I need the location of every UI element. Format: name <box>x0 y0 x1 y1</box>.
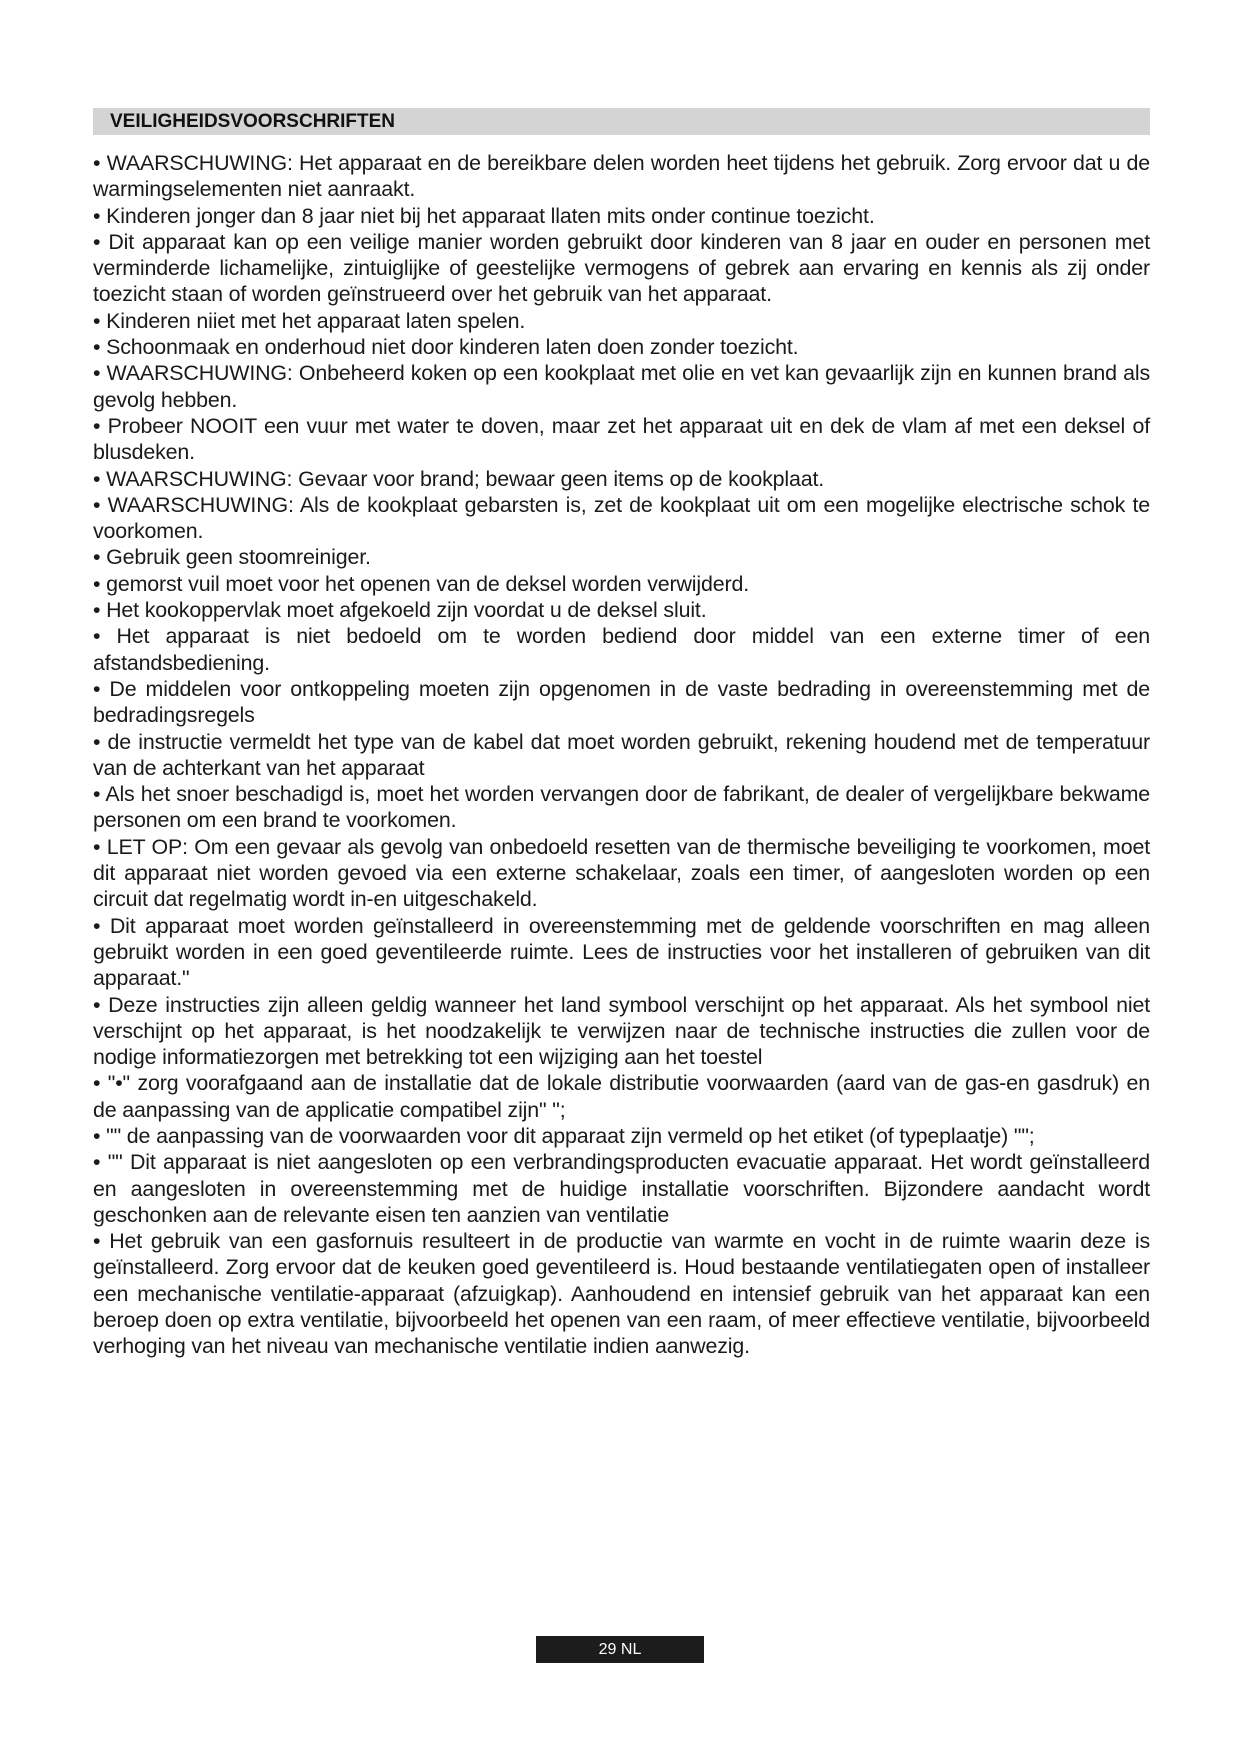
paragraph: • Het kookoppervlak moet afgekoeld zijn voordat u de deksel sluit. <box>93 598 707 623</box>
paragraph: • gemorst vuil moet voor het openen van de deksel worden verwijderd. <box>93 571 750 596</box>
paragraph: • Dit apparaat kan op een veilige manier worden gebruikt door kinderen van 8 jaar en ouder en personen met verminderde lichamelijke, zintuiglijke of geestelijke vermogens of gebrek aan ervaring en kennis als zij onder toezicht staan of worden geïnstrueerd over het gebruik van het apparaat. <box>93 229 1150 307</box>
paragraph: • Schoonmaak en onderhoud niet door kinderen laten doen zonder toezicht. <box>93 335 799 360</box>
section-title: VEILIGHEIDSVOORSCHRIFTEN <box>93 108 1150 135</box>
paragraph: • "" Dit apparaat is niet aangesloten op een verbrandingsproducten evacuatie apparaat. Het wordt geïnstalleerd en aangesloten in overeenstemming met de huidige installatie voorschriften. Bijzondere aandacht wordt geschonken aan de relevante eisen ten aanzien van ventilatie <box>93 1150 1150 1227</box>
paragraph: • Kinderen jonger dan 8 jaar niet bij het apparaat llaten mits onder continue toezicht. <box>93 203 875 228</box>
paragraph: • WAARSCHUWING: Als de kookplaat gebarsten is, zet de kookplaat uit om een mogelijke electrische schok te voorkomen. <box>93 492 1150 544</box>
paragraph: • de instructie vermeldt het type van de kabel dat moet worden gebruikt, rekening houdend met de temperatuur van de achterkant van het apparaat <box>93 729 1150 780</box>
paragraph: • Kinderen niiet met het apparaat laten spelen. <box>93 308 526 333</box>
paragraph: • Probeer NOOIT een vuur met water te doven, maar zet het apparaat uit en dek de vlam af met een deksel of blusdeken. <box>93 413 1150 465</box>
paragraph: • WAARSCHUWING: Het apparaat en de bereikbare delen worden heet tijdens het gebruik. Zorg ervoor dat u de warmingselementen niet aanraakt. <box>93 151 1150 202</box>
paragraph: • Als het snoer beschadigd is, moet het worden vervangen door de fabrikant, de dealer of vergelijkbare bekwame personen om een brand te voorkomen. <box>93 782 1150 833</box>
paragraph: • WAARSCHUWING: Gevaar voor brand; bewaar geen items op de kookplaat. <box>93 466 825 491</box>
paragraph: • "" de aanpassing van de voorwaarden voor dit apparaat zijn vermeld op het etiket (of typeplaatje) ""; <box>93 1123 1035 1148</box>
safety-instructions <box>93 150 1150 1360</box>
paragraph: • Het gebruik van een gasfornuis resulteert in de productie van warmte en vocht in de ruimte waarin deze is geïnstalleerd. Zorg ervoor dat de keuken goed geventileerd is. Houd bestaande ventilatiegaten open of installeer een mechanische ventilatie-apparaat (afzuigkap). Aanhoudend en intensief gebruik van het apparaat kan een beroep doen op extra ventilatie, bijvoorbeeld het openen van een raam, of meer effectieve ventilatie, bijvoorbeeld verhoging van het niveau van mechanische ventilatie indien aanwezig. <box>93 1229 1150 1359</box>
paragraph: • Het apparaat is niet bedoeld om te worden bediend door middel van een externe timer of een afstandsbediening. <box>93 624 1150 675</box>
paragraph: • "•" zorg voorafgaand aan de installatie dat de lokale distributie voorwaarden (aard van de gas-en gasdruk) en de aanpassing van de applicatie compatibel zijn" "; <box>93 1071 1150 1122</box>
paragraph: • WAARSCHUWING: Onbeheerd koken op een kookplaat met olie en vet kan gevaarlijk zijn en kunnen brand als gevolg hebben. <box>93 361 1150 412</box>
page-number: 29 NL <box>536 1636 704 1663</box>
paragraph: • De middelen voor ontkoppeling moeten zijn opgenomen in de vaste bedrading in overeenstemming met de bedradingsregels <box>93 676 1150 728</box>
paragraph: • Gebruik geen stoomreiniger. <box>93 545 371 570</box>
paragraph: • LET OP: Om een gevaar als gevolg van onbedoeld resetten van de thermische beveiliging te voorkomen, moet dit apparaat niet worden gevoed via een externe schakelaar, zoals een timer, of aangesloten worden op een circuit dat regelmatig wordt in-en uitgeschakeld. <box>93 834 1150 912</box>
paragraph: • Dit apparaat moet worden geïnstalleerd in overeenstemming met de geldende voorschriften en mag alleen gebruikt worden in een goed geventileerde ruimte. Lees de instructies voor het installeren of gebruiken van dit apparaat." <box>93 913 1150 991</box>
paragraph: • Deze instructies zijn alleen geldig wanneer het land symbool verschijnt op het apparaat. Als het symbool niet verschijnt op het apparaat, is het noodzakelijk te verwijzen naar de technische instructies die zullen voor de nodige informatiezorgen met betrekking tot een wijziging aan het toestel <box>93 992 1150 1070</box>
